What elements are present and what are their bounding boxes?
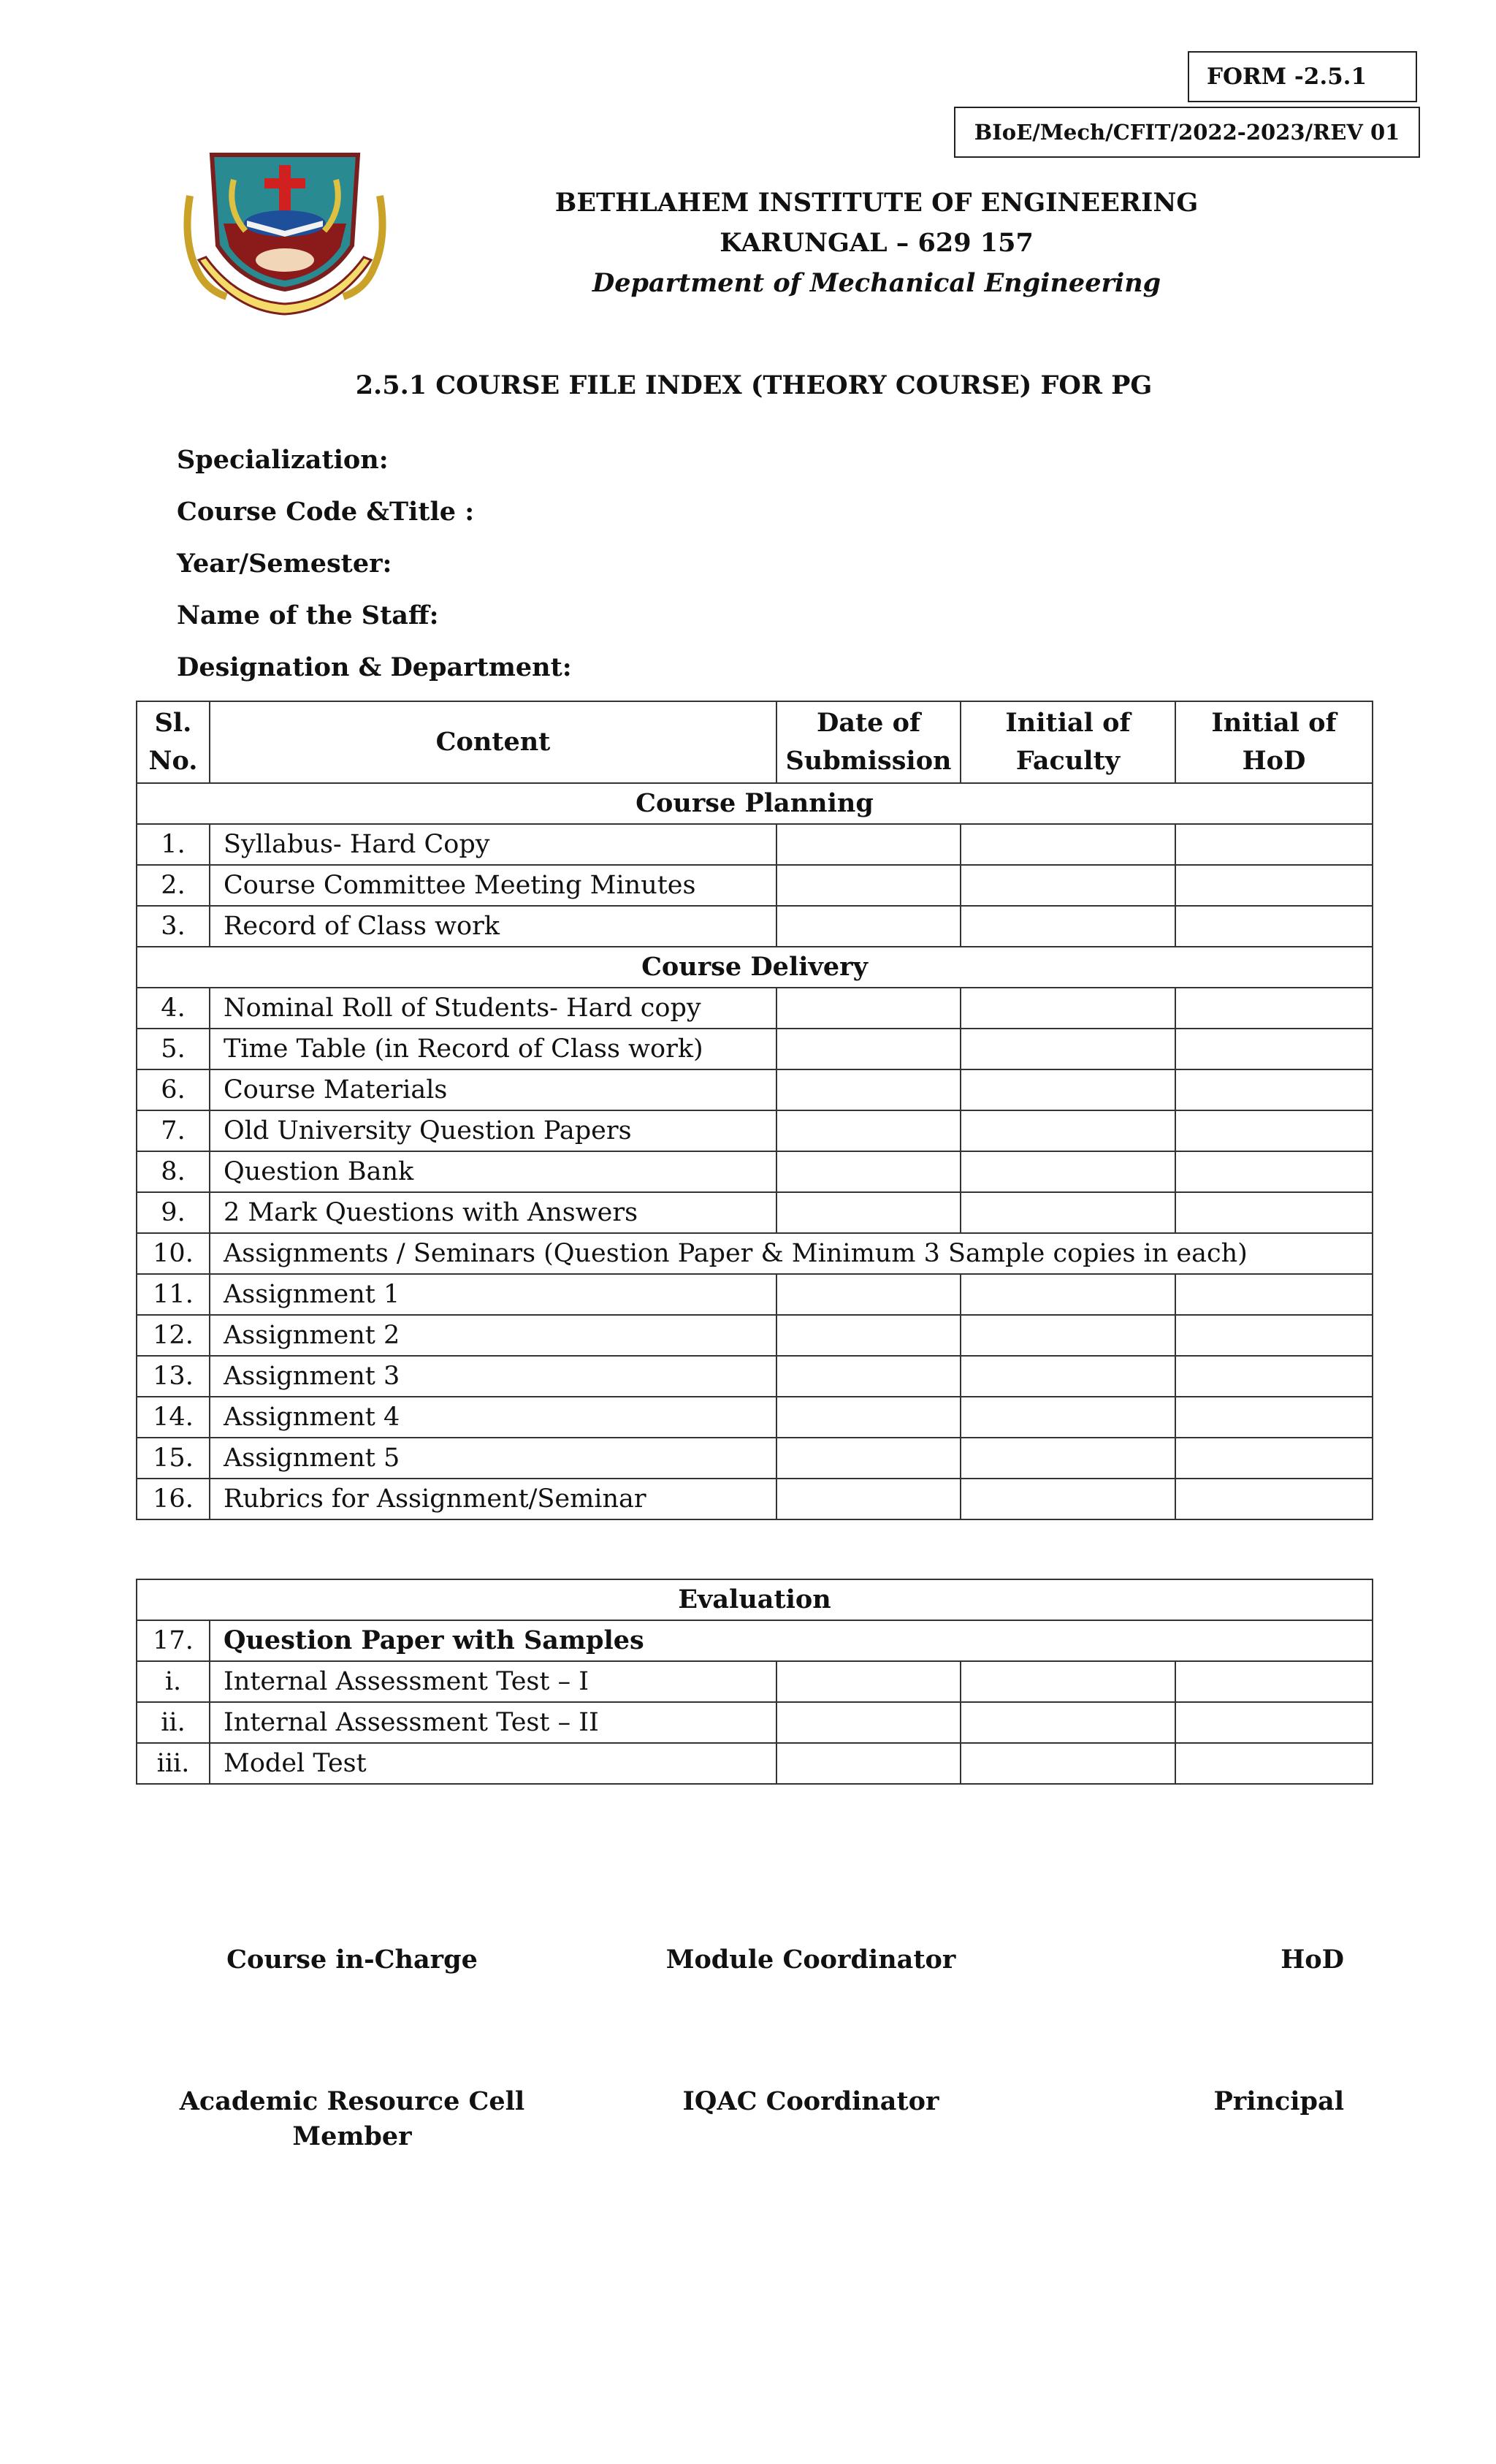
faculty-initial-cell[interactable] [961,906,1175,947]
hod-initial-cell[interactable] [1175,1743,1373,1784]
designation-department-label: Designation & Department: [177,652,572,682]
row-sl-no: 6. [137,1069,210,1110]
initial-of-faculty-header: Initial of Faculty [961,701,1175,783]
row-sl-no: iii. [137,1743,210,1784]
course-code-title-label: Course Code &Title : [177,497,475,527]
date-cell[interactable] [776,1069,961,1110]
row-sl-no: 10. [137,1233,210,1274]
date-cell[interactable] [776,1702,961,1743]
initial-of-hod-header: Initial of HoD [1175,701,1373,783]
module-coordinator-signature: Module Coordinator [665,1945,956,1975]
table-row [137,1479,1373,1519]
specialization-label: Specialization: [177,445,389,475]
row-content: Rubrics for Assignment/Seminar [210,1479,776,1519]
faculty-initial-cell[interactable] [961,1397,1175,1438]
hod-initial-cell[interactable] [1175,1192,1373,1233]
row-content: Course Committee Meeting Minutes [210,865,776,906]
form-number: FORM -2.5.1 [1188,51,1417,102]
faculty-initial-cell[interactable] [961,1315,1175,1356]
hod-initial-cell[interactable] [1175,906,1373,947]
row-content: Nominal Roll of Students- Hard copy [210,988,776,1029]
date-cell[interactable] [776,1274,961,1315]
date-of-submission-header: Date of Submission [776,701,961,783]
faculty-initial-cell[interactable] [961,1029,1175,1069]
hod-initial-cell[interactable] [1175,865,1373,906]
row-content: Internal Assessment Test – II [210,1702,776,1743]
hod-initial-cell[interactable] [1175,1702,1373,1743]
hod-initial-cell[interactable] [1175,824,1373,865]
row-sl-no: ii. [137,1702,210,1743]
row-content: Record of Class work [210,906,776,947]
table-row [137,1620,1373,1661]
table-row [137,1743,1373,1784]
table-row [137,1397,1373,1438]
date-cell[interactable] [776,1479,961,1519]
reference-code: BIoE/Mech/CFIT/2022-2023/REV 01 [954,107,1420,158]
evaluation-table [136,1579,1373,1785]
row-content: Syllabus- Hard Copy [210,824,776,865]
faculty-initial-cell[interactable] [961,1192,1175,1233]
row-content: Time Table (in Record of Class work) [210,1029,776,1069]
section-row [137,1579,1373,1620]
section-row [137,947,1373,988]
table-row [137,1110,1373,1151]
faculty-initial-cell[interactable] [961,1356,1175,1397]
hod-initial-cell[interactable] [1175,1069,1373,1110]
faculty-initial-cell[interactable] [961,1702,1175,1743]
row-sl-no: 12. [137,1315,210,1356]
row-content: Course Materials [210,1069,776,1110]
staff-name-label: Name of the Staff: [177,600,439,630]
hod-signature: HoD [1281,1945,1344,1975]
date-cell[interactable] [776,824,961,865]
course-delivery-heading: Course Delivery [137,947,1373,988]
hod-initial-cell[interactable] [1175,1274,1373,1315]
table-row [137,1274,1373,1315]
date-cell[interactable] [776,1356,961,1397]
row-sl-no: 15. [137,1438,210,1479]
date-cell[interactable] [776,1438,961,1479]
hod-initial-cell[interactable] [1175,1479,1373,1519]
year-semester-label: Year/Semester: [177,549,392,579]
row-sl-no: 2. [137,865,210,906]
hod-initial-cell[interactable] [1175,1315,1373,1356]
faculty-initial-cell[interactable] [961,1438,1175,1479]
arc-member-signature-line1: Academic Resource Cell [179,2086,525,2116]
row-sl-no: 16. [137,1479,210,1519]
row-sl-no: 3. [137,906,210,947]
row-sl-no: i. [137,1661,210,1702]
table-row [137,1661,1373,1702]
table-row [137,1192,1373,1233]
date-cell[interactable] [776,1743,961,1784]
table-row [137,906,1373,947]
row-content: Assignment 5 [210,1438,776,1479]
institute-name: BETHLAHEM INSTITUTE OF ENGINEERING [554,188,1199,218]
content-header: Content [210,701,776,783]
row-sl-no: 11. [137,1274,210,1315]
row-content: Assignment 3 [210,1356,776,1397]
table-row [137,1233,1373,1274]
row-content: Internal Assessment Test – I [210,1661,776,1702]
row-sl-no: 5. [137,1029,210,1069]
date-cell[interactable] [776,906,961,947]
faculty-initial-cell[interactable] [961,988,1175,1029]
faculty-initial-cell[interactable] [961,1743,1175,1784]
row-sl-no: 1. [137,824,210,865]
table-row [137,1069,1373,1110]
hod-initial-cell[interactable] [1175,1661,1373,1702]
row-content: Model Test [210,1743,776,1784]
course-in-charge-signature: Course in-Charge [226,1945,478,1975]
arc-member-signature-line2: Member [292,2121,412,2151]
hod-initial-cell[interactable] [1175,1356,1373,1397]
institute-location: KARUNGAL – 629 157 [720,228,1034,258]
date-cell[interactable] [776,865,961,906]
table-row [137,1151,1373,1192]
table-row [137,824,1373,865]
table-row [137,865,1373,906]
date-cell[interactable] [776,1315,961,1356]
hod-initial-cell[interactable] [1175,988,1373,1029]
date-cell[interactable] [776,1192,961,1233]
row-sl-no: 17. [137,1620,210,1661]
faculty-initial-cell[interactable] [961,865,1175,906]
table-row [137,1438,1373,1479]
hod-initial-cell[interactable] [1175,1397,1373,1438]
hod-initial-cell[interactable] [1175,1110,1373,1151]
row-content: Assignments / Seminars (Question Paper & Minimum 3 Sample copies in each) [210,1233,1373,1274]
date-cell[interactable] [776,1110,961,1151]
document-title: 2.5.1 COURSE FILE INDEX (THEORY COURSE) FOR PG [355,370,1153,400]
row-sl-no: 4. [137,988,210,1029]
row-content: Question Paper with Samples [210,1620,1373,1661]
row-sl-no: 8. [137,1151,210,1192]
row-content: Assignment 1 [210,1274,776,1315]
course-planning-heading: Course Planning [137,783,1373,824]
faculty-initial-cell[interactable] [961,1069,1175,1110]
table-header-row [137,701,1373,783]
principal-signature: Principal [1213,2086,1344,2116]
row-sl-no: 13. [137,1356,210,1397]
row-sl-no: 7. [137,1110,210,1151]
institute-logo [183,150,387,320]
section-row [137,783,1373,824]
department-name: Department of Mechanical Engineering [592,268,1161,298]
hod-initial-cell[interactable] [1175,1029,1373,1069]
table-row [137,988,1373,1029]
faculty-initial-cell[interactable] [961,1661,1175,1702]
table-row [137,1702,1373,1743]
course-file-index-table [136,701,1373,1520]
table-row [137,1315,1373,1356]
faculty-initial-cell[interactable] [961,1110,1175,1151]
date-cell[interactable] [776,1029,961,1069]
row-content: 2 Mark Questions with Answers [210,1192,776,1233]
faculty-initial-cell[interactable] [961,1274,1175,1315]
faculty-initial-cell[interactable] [961,1479,1175,1519]
row-content: Assignment 4 [210,1397,776,1438]
faculty-initial-cell[interactable] [961,824,1175,865]
date-cell[interactable] [776,1397,961,1438]
row-sl-no: 9. [137,1192,210,1233]
hod-initial-cell[interactable] [1175,1151,1373,1192]
evaluation-heading: Evaluation [137,1579,1373,1620]
row-content: Assignment 2 [210,1315,776,1356]
row-content: Question Bank [210,1151,776,1192]
row-content: Old University Question Papers [210,1110,776,1151]
row-sl-no: 14. [137,1397,210,1438]
faculty-initial-cell[interactable] [961,1151,1175,1192]
date-cell[interactable] [776,1151,961,1192]
sl-no-header: Sl. No. [137,701,210,783]
date-cell[interactable] [776,988,961,1029]
date-cell[interactable] [776,1661,961,1702]
hod-initial-cell[interactable] [1175,1438,1373,1479]
table-row [137,1029,1373,1069]
iqac-coordinator-signature: IQAC Coordinator [682,2086,939,2116]
table-row [137,1356,1373,1397]
